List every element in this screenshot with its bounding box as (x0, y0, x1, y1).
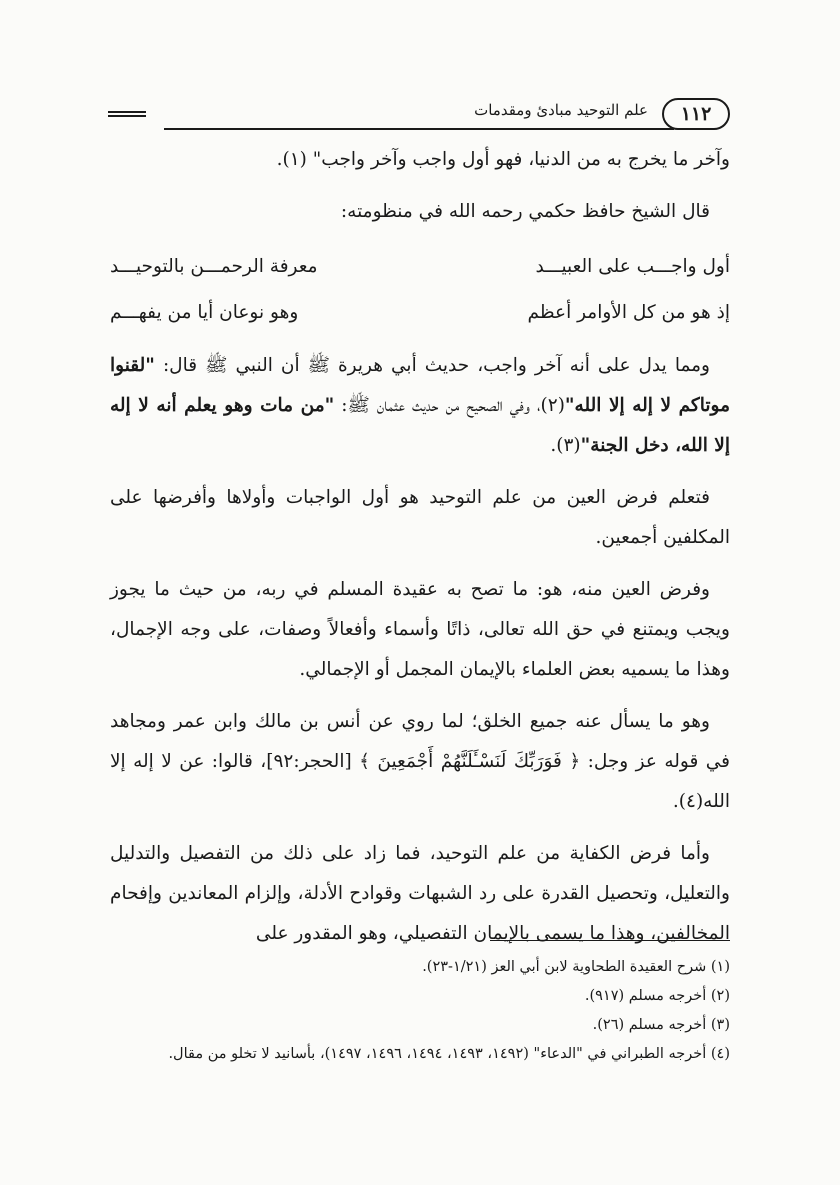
poem-verse-2 (110, 290, 730, 336)
p3-intro: ومما يدل على أنه آخر واجب، حديث أبي هريرة ﷺ أن النبي ﷺ قال: (154, 355, 710, 376)
footnotes (110, 940, 730, 1069)
verse-1-second-hemistich: معرفة الرحمـــن بالتوحيـــد (110, 256, 318, 277)
p3-middle: (٢)، وفي الصحيح من حديث عثمان ﷺ: (334, 395, 565, 416)
footnote-2: (٢) أخرجه مسلم (٩١٧). (584, 988, 730, 1004)
header-double-rule (108, 111, 146, 117)
paragraph-1: وآخر ما يخرج به من الدنيا، فهو أول واجب وآخر واجب" (١). (276, 149, 730, 170)
p3-end: (٣). (550, 435, 581, 456)
header-rule (164, 128, 674, 130)
paragraph-6: وهو ما يسأل عنه جميع الخلق؛ لما روي عن أنس بن مالك وابن عمر ومجاهد في قوله عز وجل: ﴿ فَوَرَبِّكَ لَنَسْـَٔلَنَّهُمْ أَجْمَعِينَ ﴾ [الحجر:٩٢]، قالوا: عن لا إله إلا الله(٤). (110, 711, 730, 812)
running-title: علم التوحيد مبادئ ومقدمات (474, 101, 648, 119)
poem-verse-1 (110, 244, 730, 290)
poem-verses (110, 244, 730, 336)
page-number: ١١٢ (662, 98, 730, 130)
footnote-1: (١) شرح العقيدة الطحاوية لابن أبي العز (١/٢١-٢٣). (422, 959, 730, 975)
verse-2-second-hemistich: وهو نوعان أيا من يفهـــم (110, 302, 299, 323)
paragraph-5: وفرض العين منه، هو: ما تصح به عقيدة المسلم في ربه، من حيث ما يجوز ويجب ويمتنع في حق الله تعالى، ذاتًا وأسماء وأفعالاً وصفات، على وجه الإجمال، وهذا ما يسميه بعض العلماء بالإيمان المجمل أو الإجمالي. (110, 579, 730, 680)
footnote-rule (490, 940, 730, 941)
footnote-4: (٤) أخرجه الطبراني في "الدعاء" (١٤٩٢، ١٤٩٣، ١٤٩٤، ١٤٩٦، ١٤٩٧)، بأسانيد لا تخلو من مقال. (168, 1046, 730, 1062)
body-text (110, 140, 730, 966)
verse-1-first-hemistich: أول واجـــب على العبيـــد (535, 256, 730, 277)
verse-2-first-hemistich: إذ هو من كل الأوامر أعظم (527, 302, 730, 323)
hadith-quote-1: "لقنوا موتاكم لا إله إلا الله" (110, 355, 730, 416)
paragraph-2: قال الشيخ حافظ حكمي رحمه الله في منظومته: (340, 201, 710, 222)
paragraph-3 (110, 346, 730, 466)
footnote-3: (٣) أخرجه مسلم (٢٦). (592, 1017, 730, 1033)
paragraph-4: فتعلم فرض العين من علم التوحيد هو أول الواجبات وأولاها وأفرضها على المكلفين أجمعين. (110, 487, 730, 548)
running-header (108, 98, 730, 132)
hadith-quote-2: "من مات وهو يعلم أنه لا إله إلا الله، دخل الجنة" (110, 395, 730, 456)
paragraph-7: وأما فرض الكفاية من علم التوحيد، فما زاد على ذلك من التفصيل والتدليل والتعليل، وتحصيل القدرة على رد الشبهات وقوادح الأدلة، وإلزام المعاندين وإفحام المخالفين، وهذا ما يسمى بالإيمان التفصيلي، وهو المقدور على (110, 843, 730, 944)
